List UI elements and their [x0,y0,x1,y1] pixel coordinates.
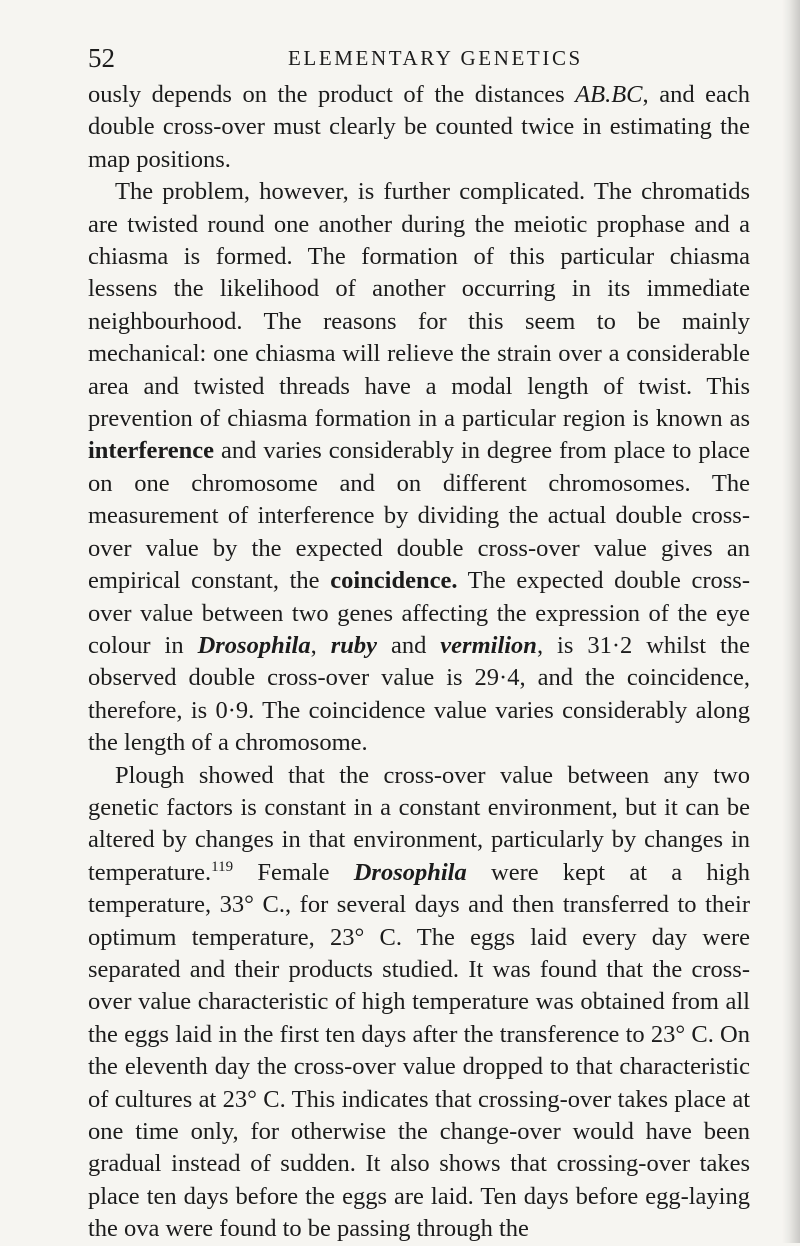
running-head [88,40,750,76]
body-text [88,79,750,1246]
text-run: , is 31·2 whilst the observed double cross-over value is 29·4, and the coincidence, therefore, is 0·9. The coincidence value varies considerably along the length of a chromosome. [88,631,750,757]
gene-name-vermilion: vermilion [440,631,537,659]
text-run: The expected double cross-over value between two genes affecting the expression of the eye colour in [88,567,750,659]
genus-name: Drosophila [197,631,311,659]
text-run: and varies considerably in degree from place to place on one chromosome and on different chromosomes. The measurement of interference by dividing the actual double cross-over value by the expected double cross-over value gives an empirical constant, the [88,437,750,595]
text-run: and [376,631,441,659]
paragraph-temperature [88,760,750,1246]
gene-name-ruby: ruby [330,631,377,659]
term-interference: interference [88,437,215,465]
page-number: 52 [88,43,115,73]
page-edge-shadow [782,0,800,1243]
paragraph-interference [88,176,750,759]
text-run: The problem, however, is further complicated. The chromatids are twisted round one another during the meiotic prophase and a chiasma is formed. The formation of this particular chiasma lessens the likelihood of another occurring in its immediate neighbourhood. The reasons for this seem to be mainly mechanical: one chiasma will relieve the strain over a considerable area and twisted threads have a modal length of twist. This prevention of chiasma formation in a particular region is known as [88,178,750,433]
text-run: ously depends on the product of the distances [88,81,576,108]
text-run: Plough showed that the cross-over value between any two genetic factors is constant in a constant environment, but it can be altered by changes in that environment, particularly by changes in temperature. [88,761,750,886]
paragraph-continuation [88,79,750,176]
text-run: , [310,631,331,659]
text-run: were kept at a high temperature, 33° C., for several days and then transferred to their optimum temperature, 23° C. The eggs laid every day were separated and their products studied. It was found that the cross-over value characteristic of high temperature was obtained from all the eggs laid in the first ten days after the transference to 23° C. On the eleventh day the cross-over value dropped to that characteristic of cultures at 23° C. This indicates that crossing-over takes place at one time only, for otherwise the change-over would have been gradual instead of sudden. It also shows that crossing-over takes place ten days before the eggs are laid. Ten days before egg-laying the ova were found to be passing through the [88,858,750,1243]
reference-superscript: 119 [211,858,234,875]
text-run: , and each double cross-over must clearly be counted twice in estimating the map positions. [88,81,750,173]
distance-notation: AB.BC [575,81,643,108]
genus-name: Drosophila [353,858,467,886]
text-run: Female [233,858,354,886]
term-coincidence: coincidence. [330,567,458,595]
running-title: ELEMENTARY GENETICS [288,46,583,70]
